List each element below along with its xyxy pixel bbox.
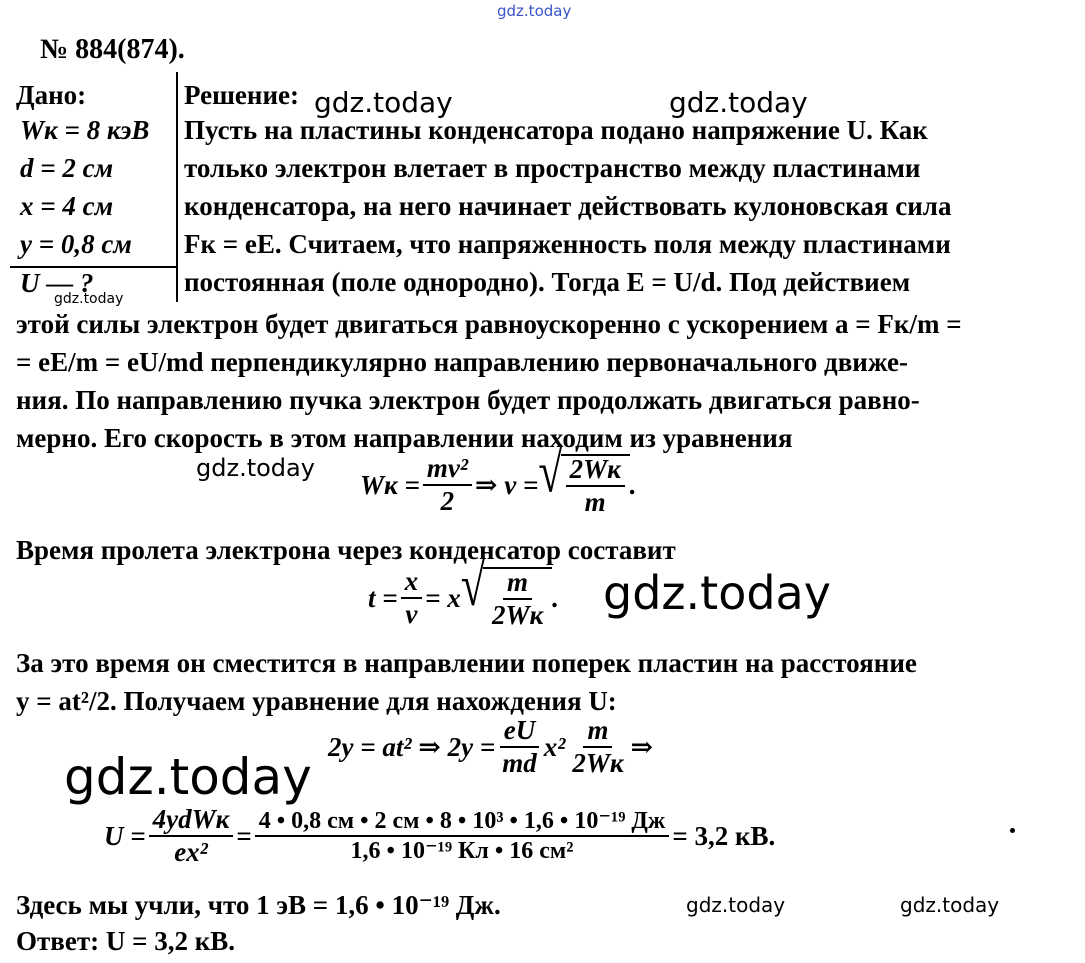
text-line: Fк = eE. Считаем, что напряженность поля между пластинами xyxy=(184,229,951,259)
formula-equation: 2y = at² ⇒ 2y = $\frac{eU}{md}$ x² $\frac{m}{2Wк}$ ⇒ xyxy=(328,715,654,778)
text-line: Здесь мы учли, что 1 эВ = 1,6 • 10⁻¹⁹ Дж. xyxy=(16,890,501,920)
text-line: только электрон влетает в пространство между пластинами xyxy=(184,153,921,183)
solution-title: Решение: xyxy=(184,80,299,110)
speck xyxy=(1010,828,1015,833)
text-line: конденсатора, на него начинает действовать кулоновская сила xyxy=(184,191,952,221)
watermark: gdz.today xyxy=(900,893,1000,917)
given-divider xyxy=(176,72,178,302)
given-line: y = 0,8 см xyxy=(20,229,132,259)
given-line: Wк = 8 кэВ xyxy=(20,115,150,145)
text-line: = eE/m = eU/md перпендикулярно направлению первоначального движе- xyxy=(16,347,909,377)
given-line: x = 4 см xyxy=(20,191,114,221)
given-title: Дано: xyxy=(16,80,87,110)
text-line: мерно. Его скорость в этом направлении находим из уравнения xyxy=(16,423,793,453)
text-line: Пусть на пластины конденсатора подано напряжение U. Как xyxy=(184,115,928,145)
sqrt: √ $\frac{2Wк}{m}$ xyxy=(538,454,629,516)
watermark: gdz.today xyxy=(196,454,315,482)
text-line: Время пролета электрона через конденсатор составит xyxy=(16,535,676,565)
problem-number: № 884(874). xyxy=(40,34,185,65)
answer: Ответ: U = 3,2 кВ. xyxy=(16,926,236,956)
watermark: gdz.today xyxy=(54,291,124,307)
text-line: ния. По направлению пучка электрон будет продолжать двигаться равно- xyxy=(16,385,920,415)
given-find: U — ? xyxy=(20,268,94,298)
text-line: y = at²/2. Получаем уравнение для нахождения U: xyxy=(16,686,617,716)
formula-result: U = $\frac{\text{4ydWк}}{\text{ex²}}$ = $\frac{\text{4 • 0,8 см • 2 см • 8 • 10³ • 1,6 • 10⁻¹⁹ Дж}}{\text{1,6 • 10⁻¹⁹ Кл • 16 см²}}$ = 3,2 кВ. xyxy=(104,804,776,867)
sqrt: √ $\frac{m}{2Wк}$ xyxy=(461,567,552,629)
text-line: этой силы электрон будет двигаться равноускоренно с ускорением a = Fк/m = xyxy=(16,309,962,339)
watermark: gdz.today xyxy=(669,86,808,119)
text-line: За это время он сместится в направлении поперек пластин на расстояние xyxy=(16,648,917,678)
formula-flight-time: t = $\frac{x}{v}$ = x √ $\frac{m}{2Wк}$ . xyxy=(368,552,559,630)
watermark: gdz.today xyxy=(64,748,312,806)
watermark: gdz.today xyxy=(497,2,572,20)
formula-kinetic-energy: Wк = $\frac{\text{mv²}}{2}$ ⇒ v = √ $\frac{2Wк}{m}$ . xyxy=(360,439,637,517)
text-line: постоянная (поле однородно). Тогда E = U/d. Под действием xyxy=(184,267,911,297)
given-line: d = 2 см xyxy=(20,153,114,183)
watermark: gdz.today xyxy=(314,86,453,119)
watermark: gdz.today xyxy=(686,893,786,917)
watermark: gdz.today xyxy=(603,566,831,620)
